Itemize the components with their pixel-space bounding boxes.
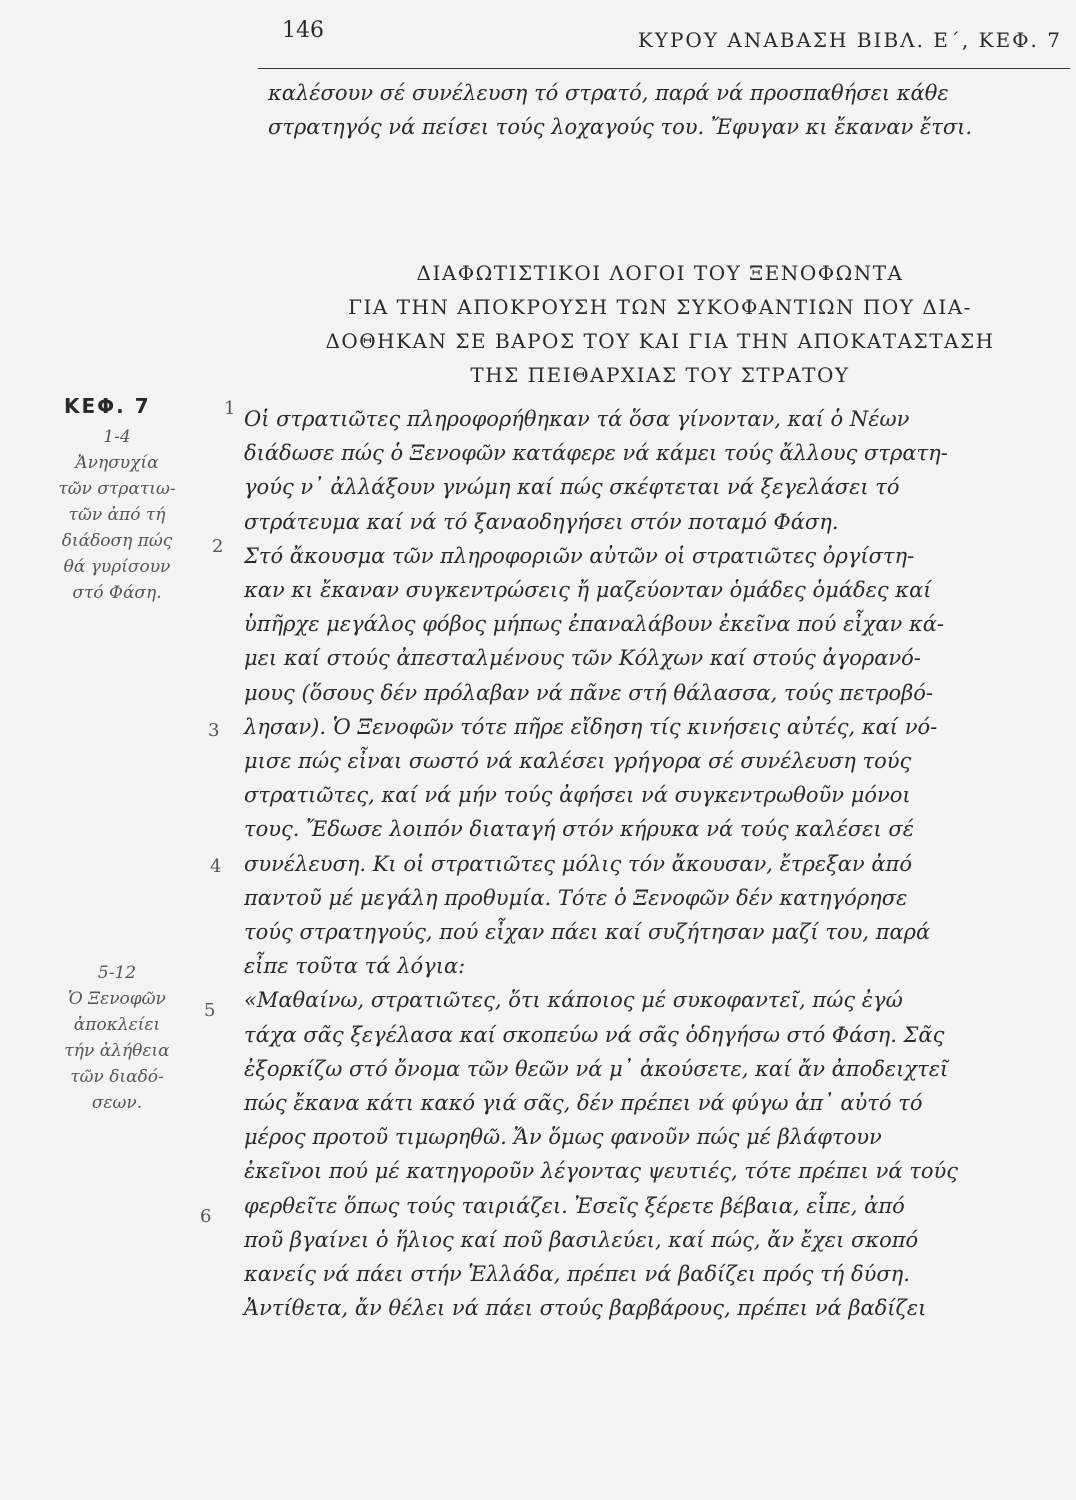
- margin-note-2: [28, 960, 206, 1116]
- text-line: πώς ἔκανα κάτι κακό γιά σᾶς, δέν πρέπει νά φύγω ἀπ᾽ αὐτό τό: [244, 1091, 923, 1116]
- text-line: καλέσουν σέ συνέλευση τό στρατό, παρά νά προσπαθήσει κάθε: [268, 81, 949, 105]
- text-line: ποῦ βγαίνει ὁ ἥλιος καί ποῦ βασιλεύει, καί πώς, ἄν ἔχει σκοπό: [244, 1227, 919, 1252]
- margin-note-range: 1-4: [103, 427, 131, 447]
- margin-note-line: τήν ἀλήθεια: [64, 1041, 170, 1061]
- body-text: [244, 402, 1044, 1325]
- text-line: στρατιῶτες, καί νά μήν τούς ἀφήσει νά συγκεντρωθοῦν μόνοι: [244, 783, 911, 808]
- text-line: καν κι ἔκαναν συγκεντρώσεις ἤ μαζεύονταν ὁμάδες ὁμάδες καί: [244, 578, 932, 603]
- margin-note-line: τῶν ἀπό τή: [68, 505, 166, 525]
- paragraph-number: 6: [200, 1206, 212, 1227]
- text-line: τάχα σᾶς ξεγέλασα καί σκοπεύω νά σᾶς ὁδηγήσω στό Φάση. Σᾶς: [244, 1022, 945, 1047]
- chapter-label: ΚΕΦ. 7: [64, 394, 151, 418]
- page-number: 146: [282, 18, 324, 43]
- margin-note-line: Ὁ Ξενοφῶν: [68, 989, 166, 1009]
- margin-note-line: ἀποκλείει: [73, 1015, 161, 1035]
- text-line: ὑπῆρχε μεγάλος φόβος μήπως ἐπαναλάβουν ἐκεῖνα πού εἶχαν κά-: [244, 612, 944, 637]
- text-line: Στό ἄκουσμα τῶν πληροφοριῶν αὐτῶν οἱ στρατιῶτες ὀργίστη-: [244, 543, 915, 568]
- text-line: ἐκεῖνοι πού μέ κατηγοροῦν λέγοντας ψευτιές, τότε πρέπει νά τούς: [244, 1159, 959, 1184]
- chapter-title: [250, 256, 1070, 392]
- text-line: ἐξορκίζω στό ὄνομα τῶν θεῶν νά μ᾽ ἀκούσετε, καί ἄν ἀποδειχτεῖ: [244, 1056, 949, 1081]
- text-line: φερθεῖτε ὅπως τούς ταιριάζει. Ἐσεῖς ξέρετε βέβαια, εἶπε, ἀπό: [244, 1193, 905, 1218]
- margin-note-1: [28, 424, 206, 606]
- margin-note-line: σεων.: [91, 1093, 143, 1113]
- chapter-title-line: ΓΙΑ ΤΗΝ ΑΠΟΚΡΟΥΣΗ ΤΩΝ ΣΥΚΟΦΑΝΤΙΩΝ ΠΟΥ ΔΙΑ-: [348, 295, 972, 319]
- margin-note-line: θά γυρίσουν: [63, 557, 171, 577]
- text-line: «Μαθαίνω, στρατιῶτες, ὅτι κάποιος μέ συκοφαντεῖ, πώς ἐγώ: [244, 988, 903, 1013]
- margin-note-range: 5-12: [97, 963, 137, 983]
- text-line: συνέλευση. Κι οἱ στρατιῶτες μόλις τόν ἄκουσαν, ἔτρεξαν ἀπό: [244, 851, 912, 876]
- running-head: [258, 18, 1070, 69]
- paragraph-number: 4: [210, 856, 222, 877]
- continuation-paragraph: [268, 76, 1058, 144]
- text-line: Οἱ στρατιῶτες πληροφορήθηκαν τά ὅσα γίνονταν, καί ὁ Νέων: [244, 407, 910, 431]
- text-line: Ἀντίθετα, ἄν θέλει νά πάει στούς βαρβάρους, πρέπει νά βαδίζει: [244, 1296, 927, 1321]
- text-line: τούς στρατηγούς, πού εἶχαν πάει καί συζήτησαν μαζί του, παρά: [244, 920, 931, 945]
- margin-note-line: τῶν στρατιω-: [58, 479, 176, 499]
- margin-note-line: στό Φάση.: [72, 583, 162, 603]
- text-line: μισε πώς εἶναι σωστό νά καλέσει γρήγορα σέ συνέλευση τούς: [244, 749, 912, 774]
- text-line: μους (ὅσους δέν πρόλαβαν νά πᾶνε στή θάλασσα, τούς πετροβό-: [244, 680, 933, 705]
- text-line: διάδωσε πώς ὁ Ξενοφῶν κατάφερε νά κάμει τούς ἄλλους στρατη-: [244, 441, 948, 466]
- text-line: παντοῦ μέ μεγάλη προθυμία. Τότε ὁ Ξενοφῶν δέν κατηγόρησε: [244, 885, 908, 910]
- running-title: ΚΥΡΟΥ ΑΝΑΒΑΣΗ ΒΙΒΛ. Ε΄, ΚΕΦ. 7: [637, 28, 1062, 52]
- chapter-title-line: ΔΟΘΗΚΑΝ ΣΕ ΒΑΡΟΣ ΤΟΥ ΚΑΙ ΓΙΑ ΤΗΝ ΑΠΟΚΑΤΑΣΤΑΣΗ: [325, 329, 995, 353]
- margin-note-line: διάδοση πώς: [61, 531, 173, 551]
- paragraph-number: 1: [224, 398, 236, 419]
- margin-note-line: Ἀνησυχία: [75, 453, 159, 473]
- text-line: μέρος προτοῦ τιμωρηθῶ. Ἄν ὅμως φανοῦν πώς μέ βλάφτουν: [244, 1125, 882, 1150]
- chapter-title-line: ΤΗΣ ΠΕΙΘΑΡΧΙΑΣ ΤΟΥ ΣΤΡΑΤΟΥ: [470, 363, 850, 387]
- text-line: κανείς νά πάει στήν Ἑλλάδα, πρέπει νά βαδίζει πρός τή δύση.: [244, 1262, 910, 1287]
- chapter-title-line: ΔΙΑΦΩΤΙΣΤΙΚΟΙ ΛΟΓΟΙ ΤΟΥ ΞΕΝΟΦΩΝΤΑ: [416, 261, 904, 285]
- paragraph-number: 3: [208, 720, 220, 741]
- text-line: εἶπε τοῦτα τά λόγια:: [244, 954, 466, 979]
- paragraph-number: 2: [212, 536, 224, 557]
- text-line: τους. Ἔδωσε λοιπόν διαταγή στόν κήρυκα νά τούς καλέσει σέ: [244, 817, 914, 842]
- paragraph-number: 5: [204, 1000, 216, 1021]
- text-line: γούς ν᾽ ἀλλάξουν γνώμη καί πώς σκέφτεται νά ξεγελάσει τό: [244, 475, 900, 500]
- text-line: στράτευμα καί νά τό ξαναοδηγήσει στόν ποταμό Φάση.: [244, 509, 839, 534]
- text-line: μει καί στούς ἀπεσταλμένους τῶν Κόλχων καί στούς ἀγορανό-: [244, 646, 921, 671]
- margin-note-line: τῶν διαδό-: [70, 1067, 164, 1087]
- text-line: λησαν). Ὁ Ξενοφῶν τότε πῆρε εἴδηση τίς κινήσεις αὐτές, καί νό-: [244, 714, 938, 739]
- text-line: στρατηγός νά πείσει τούς λοχαγούς του. Ἔφυγαν κι ἔκαναν ἔτσι.: [268, 115, 973, 139]
